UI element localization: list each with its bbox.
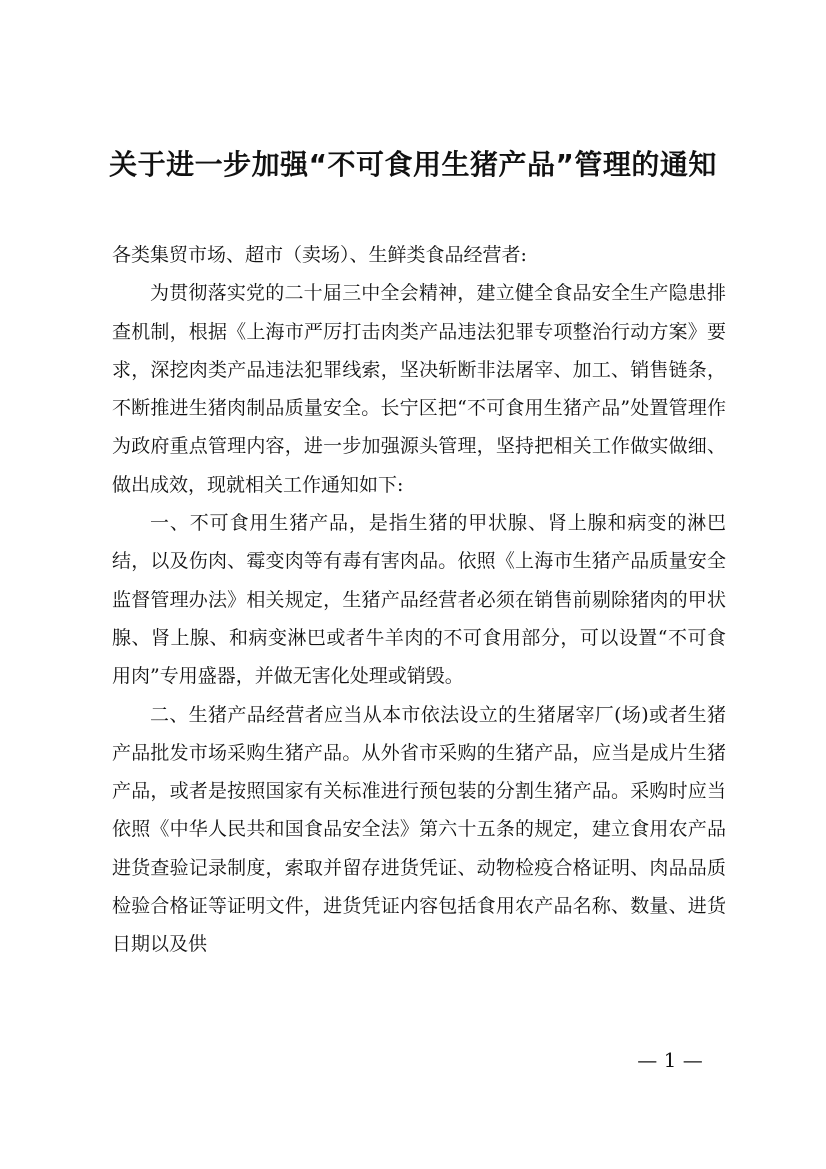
salutation: 各类集贸市场、超市（卖场）、生鲜类食品经营者: — [112, 244, 527, 266]
paragraph-item-1: 一、不可食用生猪产品，是指生猪的甲状腺、肾上腺和病变的淋巴结，以及伤肉、霉变肉等有毒有害肉品。依照《上海市生猪产品质量安全监督管理办法》相关规定，生猪产品经营者必须在销售前剔除猪肉的甲状腺、肾上腺、和病变淋巴或者牛羊肉的不可食用部分，可以设置“不可食用肉”专用盛器，并做无害化处理或销毁。 — [112, 512, 726, 688]
document-body — [112, 236, 726, 964]
page-number: — 1 — — [637, 1048, 703, 1072]
document-title: 关于进一步加强“不可食用生猪产品”管理的通知 — [109, 148, 717, 181]
paragraph-intro: 为贯彻落实党的二十届三中全会精神，建立健全食品安全生产隐患排查机制，根据《上海市严厉打击肉类产品违法犯罪专项整治行动方案》要求，深挖肉类产品违法犯罪线索，坚决斩断非法屠宰、加工、销售链条，不断推进生猪肉制品质量安全。长宁区把“不可食用生猪产品”处置管理作为政府重点管理内容，进一步加强源头管理，坚持把相关工作做实做细、做出成效，现就相关工作通知如下: — [112, 282, 726, 496]
paragraph-item-2: 二、生猪产品经营者应当从本市依法设立的生猪屠宰厂(场)或者生猪产品批发市场采购生猪产品。从外省市采购的生猪产品，应当是成片生猪产品，或者是按照国家有关标准进行预包装的分割生猪产品。采购时应当依照《中华人民共和国食品安全法》第六十五条的规定，建立食用农产品进货查验记录制度，索取并留存进货凭证、动物检疫合格证明、肉品品质检验合格证等证明文件，进货凭证内容包括食用农产品名称、数量、进货日期以及供 — [112, 703, 726, 956]
